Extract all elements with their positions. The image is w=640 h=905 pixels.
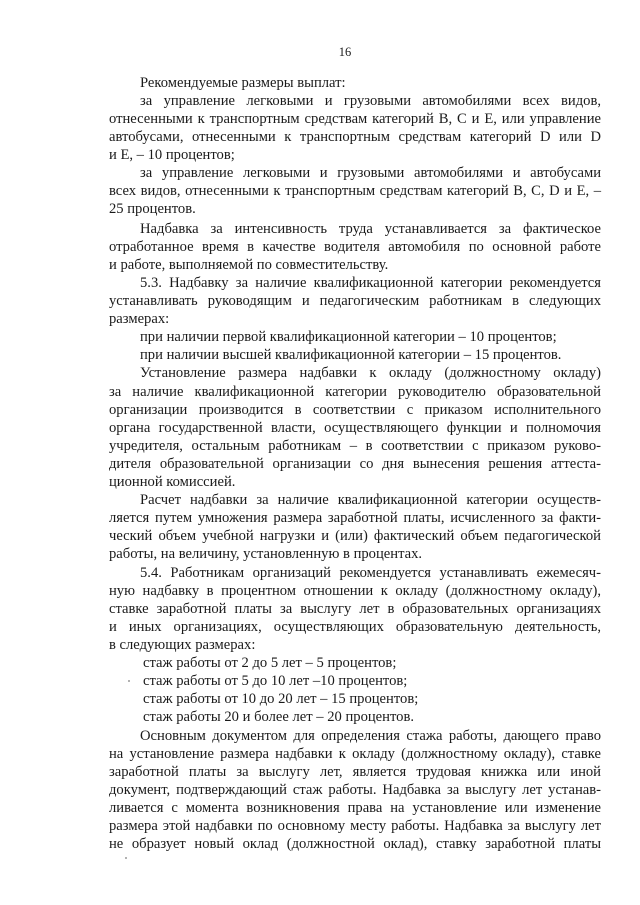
text-line: Основным документом для определения стажа работы, дающего право bbox=[140, 728, 601, 744]
text-line: 5.4. Работникам организаций рекомендуется устанавливать ежемесяч- bbox=[140, 565, 601, 581]
scan-speck bbox=[128, 680, 130, 682]
text-line: дителя образовательной организации со дня вынесения решения аттеста- bbox=[109, 456, 601, 472]
text-line: ливается с момента возникновения права на установление или изменение bbox=[109, 800, 601, 816]
text-line: всех видов, отнесенными к транспортным средствам категорий B, C, D и E, – bbox=[109, 183, 601, 199]
text-line: заработной платы за выслугу лет, является трудовая книжка или иной bbox=[109, 764, 601, 780]
text-line: ляется путем умножения размера заработной платы, исчисленного за факти- bbox=[109, 510, 601, 526]
text-line: автобусами, отнесенными к транспортным средствам категорий D или D bbox=[109, 129, 601, 145]
text-line: за управление легковыми и грузовыми автомобилями и автобусами bbox=[140, 165, 601, 181]
text-line: и работе, выполняемой по совместительству. bbox=[109, 257, 389, 273]
text-line: устанавливать руководящим и педагогическим работникам в следующих bbox=[109, 293, 601, 309]
text-line: Надбавка за интенсивность труда устанавливается за фактическое bbox=[140, 221, 601, 237]
text-line: на установление размера надбавки к окладу (должностному окладу), ставке bbox=[109, 746, 601, 762]
text-line: стаж работы от 5 до 10 лет –10 процентов; bbox=[143, 673, 408, 689]
text-line: за наличие квалификационной категории руководителю образовательной bbox=[109, 384, 601, 400]
text-line: стаж работы от 10 до 20 лет – 15 процентов; bbox=[143, 691, 419, 707]
page-number: 16 bbox=[338, 45, 352, 59]
text-line: Установление размера надбавки к окладу (должностному окладу) bbox=[140, 365, 601, 381]
text-line: органа государственной власти, осуществляющего функции и полномочия bbox=[109, 420, 601, 436]
text-line: 5.3. Надбавку за наличие квалификационной категории рекомендуется bbox=[140, 275, 601, 291]
text-line: отнесенными к транспортным средствам категорий B, C и E, или управление bbox=[109, 111, 601, 127]
text-line: при наличии высшей квалификационной категории – 15 процентов. bbox=[140, 347, 562, 363]
text-line: 25 процентов. bbox=[109, 201, 196, 217]
text-line: не образует новый оклад (должностной оклад), ставку заработной платы bbox=[109, 836, 601, 852]
text-line: ционной комиссией. bbox=[109, 474, 236, 490]
text-line: работы, на величину, установленную в процентах. bbox=[109, 546, 423, 562]
text-line: документ, подтверждающий стаж работы. Надбавка за выслугу лет устанав- bbox=[109, 782, 601, 798]
text-line: учредителя, остальным работникам – в соответствии с приказом руково- bbox=[109, 438, 601, 454]
text-line: отработанное время в качестве водителя автомобиля по основной работе bbox=[109, 239, 601, 255]
text-line: при наличии первой квалификационной категории – 10 процентов; bbox=[140, 329, 557, 345]
text-line: стаж работы 20 и более лет – 20 процентов. bbox=[143, 709, 414, 725]
text-line: стаж работы от 2 до 5 лет – 5 процентов; bbox=[143, 655, 397, 671]
text-line: размерах: bbox=[109, 311, 170, 327]
text-line: Расчет надбавки за наличие квалификационной категории осуществ- bbox=[140, 492, 601, 508]
text-line: ную надбавку в процентном отношении к окладу (должностному окладу), bbox=[109, 583, 601, 599]
text-line: организации производится в соответствии с приказом исполнительного bbox=[109, 402, 601, 418]
text-line: размера этой надбавки по основному месту работы. Надбавка за выслугу лет bbox=[109, 818, 601, 834]
text-line: в следующих размерах: bbox=[109, 637, 256, 653]
text-line: ставке заработной платы за выслугу лет в образовательных организациях bbox=[109, 601, 601, 617]
text-line: и E, – 10 процентов; bbox=[109, 147, 235, 163]
text-line: ческий объем учебной нагрузки и (или) фактический объем педагогической bbox=[109, 528, 601, 544]
scan-speck bbox=[125, 857, 127, 859]
text-line: за управление легковыми и грузовыми автомобилями всех видов, bbox=[140, 93, 601, 109]
text-line: Рекомендуемые размеры выплат: bbox=[140, 75, 346, 91]
text-line: и иных организациях, осуществляющих образовательную деятельность, bbox=[109, 619, 601, 635]
